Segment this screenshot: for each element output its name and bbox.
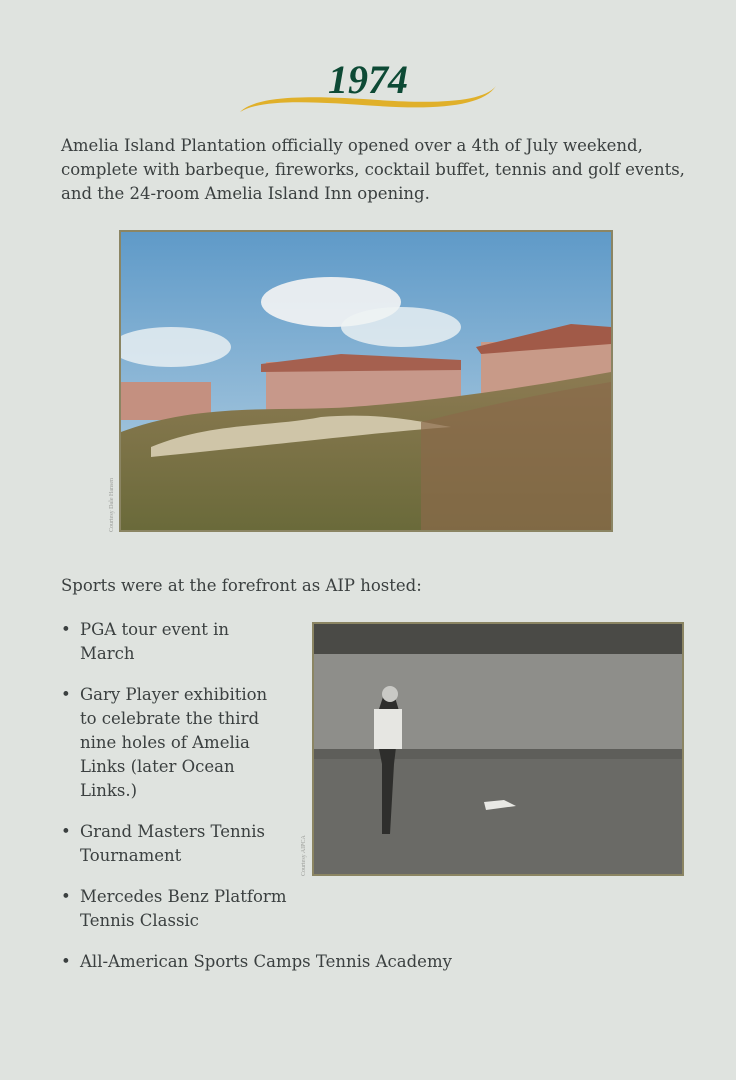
photo-credit: Courtesy AIPCA xyxy=(301,835,307,876)
inn-photo xyxy=(119,230,613,532)
list-item: • Gary Player exhibition to celebrate the third nine holes of Amelia Links (later Ocean Links.) xyxy=(61,683,280,803)
year-heading: 1974 xyxy=(328,57,408,102)
golf-photo xyxy=(312,622,684,876)
list-item: • All-American Sports Camps Tennis Academy xyxy=(61,950,540,974)
list-item: • Mercedes Benz Platform Tennis Classic xyxy=(61,885,320,933)
intro-paragraph: Amelia Island Plantation officially opened over a 4th of July weekend, complete with barbeque, fireworks, cocktail buffet, tennis and golf events, and the 24-room Amelia Island Inn opening. xyxy=(61,136,685,203)
swoosh-decoration xyxy=(238,84,500,114)
list-item: • PGA tour event in March xyxy=(61,618,250,666)
sports-lead: Sports were at the forefront as AIP hosted: xyxy=(61,576,422,595)
list-item: • Grand Masters Tennis Tournament xyxy=(61,820,295,868)
photo-credit: Courtesy Dale Hansen xyxy=(109,478,115,532)
